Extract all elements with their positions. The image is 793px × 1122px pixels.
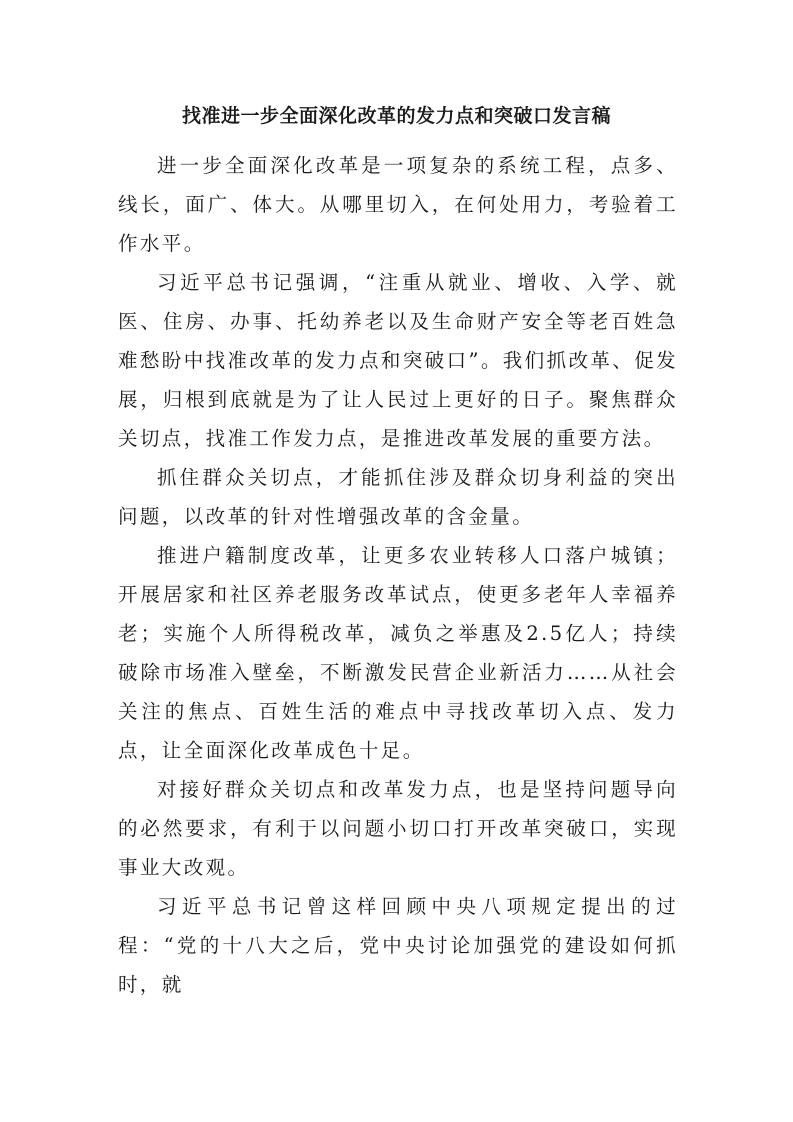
document-body (118, 146, 678, 1004)
paragraph: 习近平总书记强调，“注重从就业、增收、入学、就医、住房、办事、托幼养老以及生命财产安全等老百姓急难愁盼中找准改革的发力点和突破口”。我们抓改革、促发展，归根到底就是为了让人民过上更好的日子。聚焦群众关切点，找准工作发力点，是推进改革发展的重要方法。 (118, 271, 678, 450)
paragraph: 习近平总书记曾这样回顾中央八项规定提出的过程：“党的十八大之后，党中央讨论加强党的建设如何抓时，就 (118, 895, 678, 996)
document-title: 找准进一步全面深化改革的发力点和突破口发言稿 (181, 105, 611, 127)
paragraph: 抓住群众关切点，才能抓住涉及群众切身利益的突出问题，以改革的针对性增强改革的含金量。 (118, 466, 678, 528)
paragraph: 推进户籍制度改革，让更多农业转移人口落户城镇；开展居家和社区养老服务改革试点，使更多老年人幸福养老；实施个人所得税改革，减负之举惠及2.5亿人；持续破除市场准入壁垒，不断激发民营企业新活力……从社会关注的焦点、百姓生活的难点中寻找改革切入点、发力点，让全面深化改革成色十足。 (118, 544, 678, 762)
paragraph: 进一步全面深化改革是一项复杂的系统工程，点多、线长，面广、体大。从哪里切入，在何处用力，考验着工作水平。 (118, 154, 678, 255)
paragraph: 对接好群众关切点和改革发力点，也是坚持问题导向的必然要求，有利于以问题小切口打开改革突破口，实现事业大改观。 (118, 778, 678, 879)
